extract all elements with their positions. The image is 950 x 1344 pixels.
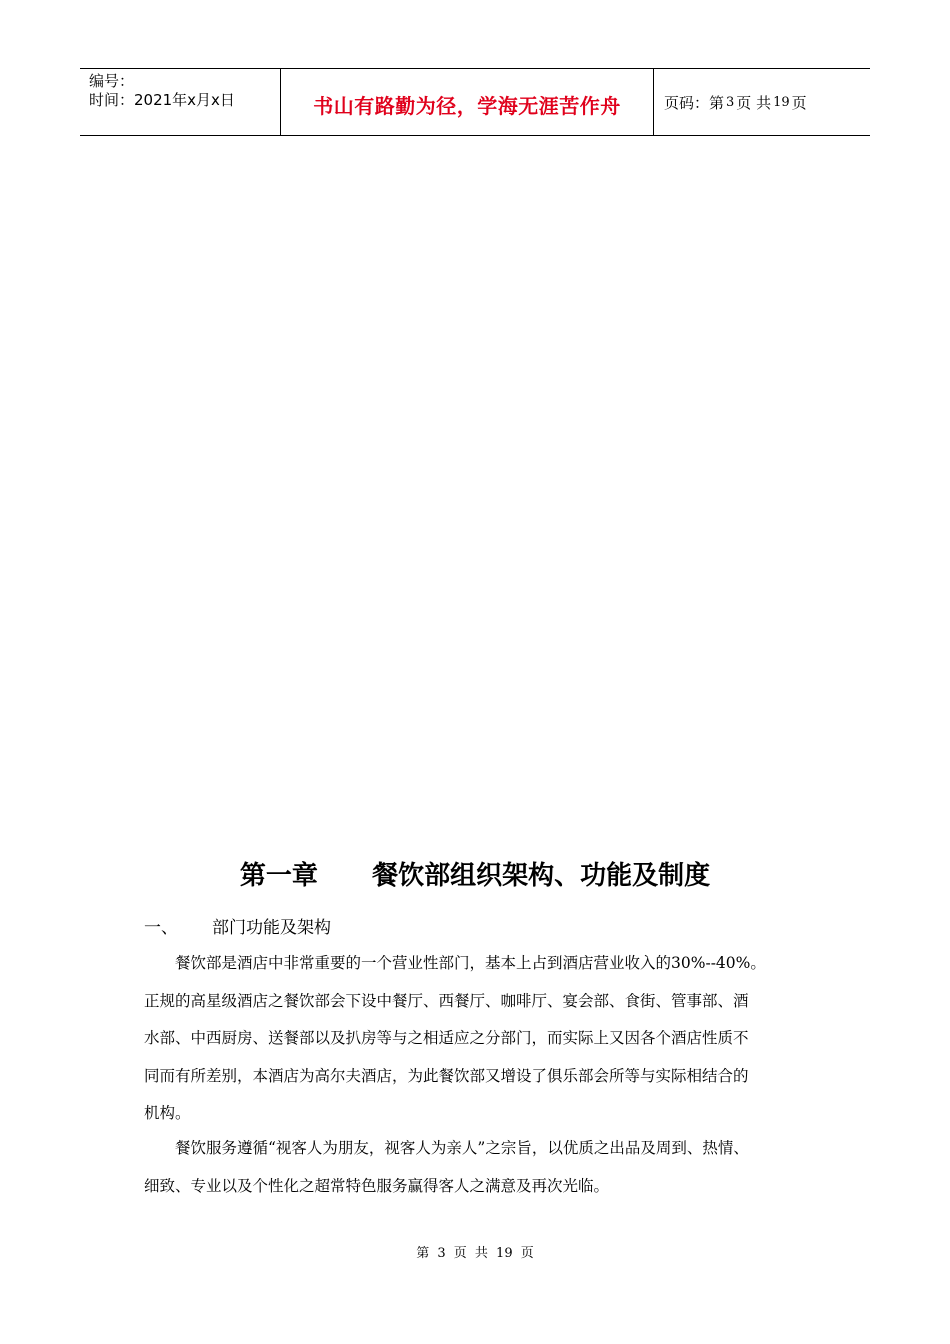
paragraph-line: 水部、中西厨房、送餐部以及扒房等与之相适应之分部门，而实际上又因各个酒店性质不 xyxy=(144,1029,749,1047)
header-meta-cell xyxy=(80,69,281,135)
section-title: 部门功能及架构 xyxy=(212,918,331,938)
page-current: 3 xyxy=(726,94,735,110)
paragraph-2 xyxy=(144,1130,814,1205)
page-total: 19 xyxy=(773,94,790,110)
header-page-cell xyxy=(654,69,870,135)
paragraph-line: 正规的高星级酒店之餐饮部会下设中餐厅、西餐厅、咖啡厅、宴会部、食街、管事部、酒 xyxy=(144,991,749,1010)
paragraph-line: 细致、专业以及个性化之超常特色服务赢得客人之满意及再次光临。 xyxy=(144,1176,610,1195)
header-motto: 书山有路勤为径，学海无涯苦作舟 xyxy=(313,93,621,118)
page-footer: 第 3 页 共 19 页 xyxy=(416,1246,534,1261)
section-heading xyxy=(144,915,331,941)
page-suffix: 页 xyxy=(791,93,807,112)
paragraph-1 xyxy=(144,945,814,1133)
serial-label: 编号： xyxy=(89,72,135,90)
chapter-title: 第一章 餐饮部组织架构、功能及制度 xyxy=(239,861,711,891)
section-number: 一、 xyxy=(144,918,178,938)
paragraph-line: 餐饮服务遵循“视客人为朋友，视客人为亲人”之宗旨，以优质之出品及周到、热情、 xyxy=(144,1139,749,1157)
paragraph-line: 机构。 xyxy=(144,1104,191,1122)
page-mid: 页 共 xyxy=(736,93,772,112)
page-header xyxy=(80,68,870,136)
page-prefix: 页码：第 xyxy=(664,93,725,112)
paragraph-line: 餐饮部是酒店中非常重要的一个营业性部门，基本上占到酒店营业收入的30%--40%。 xyxy=(144,954,766,972)
paragraph-line: 同而有所差别，本酒店为高尔夫酒店，为此餐饮部又增设了俱乐部会所等与实际相结合的 xyxy=(144,1066,749,1085)
header-motto-cell xyxy=(281,69,654,135)
date-label: 时间：2021年x月x日 xyxy=(89,91,235,109)
